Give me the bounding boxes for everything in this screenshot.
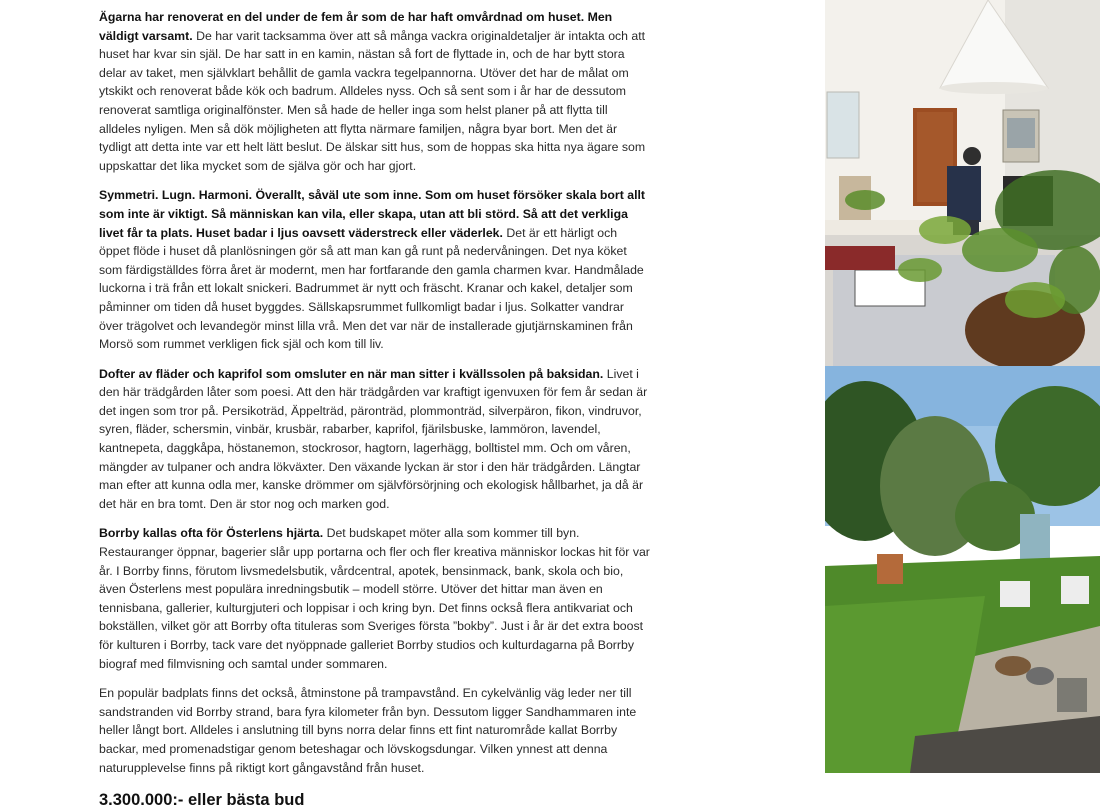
article-text: [99, 8, 651, 810]
paragraph-lead: Ägarna har renoverat en del under de fem år som de har haft omvårdnad om huset. Men väldigt varsamt.: [99, 10, 613, 43]
paragraph-lead: Symmetri. Lugn. Harmoni. Överallt, såväl ute som inne. Som om huset försöker skala bort allt som inte är viktigt. Så människan kan vila, eller skapa, utan att bli störd. Så att det verkliga livet får ta plats. Huset badar i ljus oavsett väderstreck eller väderlek.: [99, 188, 645, 240]
paragraph-garden: [99, 365, 651, 514]
paragraph-harmony: [99, 186, 651, 353]
paragraph-lead: Borrby kallas ofta för Österlens hjärta.: [99, 526, 324, 541]
paragraph-body: Det är ett härligt och öppet flöde i huset då planlösningen gör så att man kan gå runt på nedervåningen. Det nya köket som färdigställdes förra året är modernt, men har fortfarande den gamla charmen kvar. Handmålade luckorna i trä från ett lokalt snickeri. Badrummet är nytt och fräscht. Kranar och kakel, detaljer som påminner om tiden då huset byggdes. Sällskapsrummet fullkomligt badar i ljus. Solkatter vandrar över trägolvet och levandegör minst lilla vrå. Men det var när de installerade gjutjärnskaminen från Morsö som rummet verkligen fick själ och kom till liv.: [99, 225, 644, 352]
paragraph-borrby: [99, 524, 651, 673]
price-heading: 3.300.000:- eller bästa bud: [99, 791, 305, 810]
garden-photo: [825, 366, 1100, 773]
paragraph-beach: [99, 684, 651, 777]
paragraph-body: Livet i den här trädgården låter som poesi. Att den här trädgården var kraftigt igenvuxen för fem år sedan är det ingen som tror på. Persikoträd, Äppelträd, päronträd, plommonträd, silverpäron, fikon, vindruvor, syren, fläder, schersmin, vinbär, krusbär, rabarber, kaprifol, fjärilsbuske, lammöron, lavendel, kantnepeta, daggkåpa, höstanemon, stockrosor, hagtorn, lagerhägg, bolltistel mm. Och om våren, mängder av tulpaner och andra lökväxter. Den växande lyckan är stor i den här trädgården. Längtar man efter att kunna odla mer, kanske drömmer om självförsörjning och ekologisk hållbarhet, ja då är det här en bra tomt. Den är stor nog och marken god.: [99, 366, 648, 511]
paragraph-body: En populär badplats finns det också, åtminstone på trampavstånd. En cykelvänlig väg leder ner till sandstranden vid Borrby strand, bara fyra kilometer från byn. Dessutom ligger Sandhammaren inte heller långt bort. Alldeles i anslutning till byns norra delar finns ett fint naturområde kallat Borrby backar, med promenadstigar genom beteshagar och lövskogsdungar. Vilken ynnest att denna naturupplevelse finns på riktigt kort gångavstånd från huset.: [99, 686, 637, 775]
paragraph-body: Det budskapet möter alla som kommer till byn. Restauranger öppnar, bagerier slår upp portarna och fler och fler kreativa människor lockas hit för var år. I Borrby finns, förutom livsmedelsbutik, vårdcentral, apotek, bensinmack, bank, skola och bio, även Österlens mest populära inredningsbutik – modell större. Utöver det hittar man även en tennisbana, gallerier, kulturgjuteri och loppisar i och kring byn. Det finns också flera antikvariat och bokställen, vilket gör att Borrby ofta tituleras som Sveriges första ”bokby”. Just i år är det extra boost för kulturen i Borrby, tack vare det nyöppnade galleriet Borrby studios och kulturdagarna på Borrby biograf med filmvisning och samtal under sommaren.: [99, 526, 650, 671]
paragraph-body: De har varit tacksamma över att så många vackra originaldetaljer är intakta och att huset har kvar sin själ. De har satt in en kamin, nästan så fort de flyttade in, och de har bytt stora delar av taket, men självklart behållit de gamla vackra tegelpannorna. Utöver det har de målat om ytskikt och renoverat både kök och badrum. Alldeles nyss. Och så sent som i år har de dessutom renoverat samtliga originalfönster. Men så hade de heller inga som helst planer på att flytta till alldeles nyligen. Men så dök möjligheten att flytta närmare familjen, några byar bort. Men det är tydligt att detta inte var ett helt lätt beslut. De älskar sitt hus, som de hoppas ska hitta nya ägare som uppskattar det lika mycket som de själva gör och har gjort.: [99, 28, 646, 173]
interior-photo: [825, 0, 1100, 366]
paragraph-lead: Dofter av fläder och kaprifol som omsluter en när man sitter i kvällssolen på baksidan.: [99, 366, 604, 381]
paragraph-renovation: [99, 8, 651, 175]
